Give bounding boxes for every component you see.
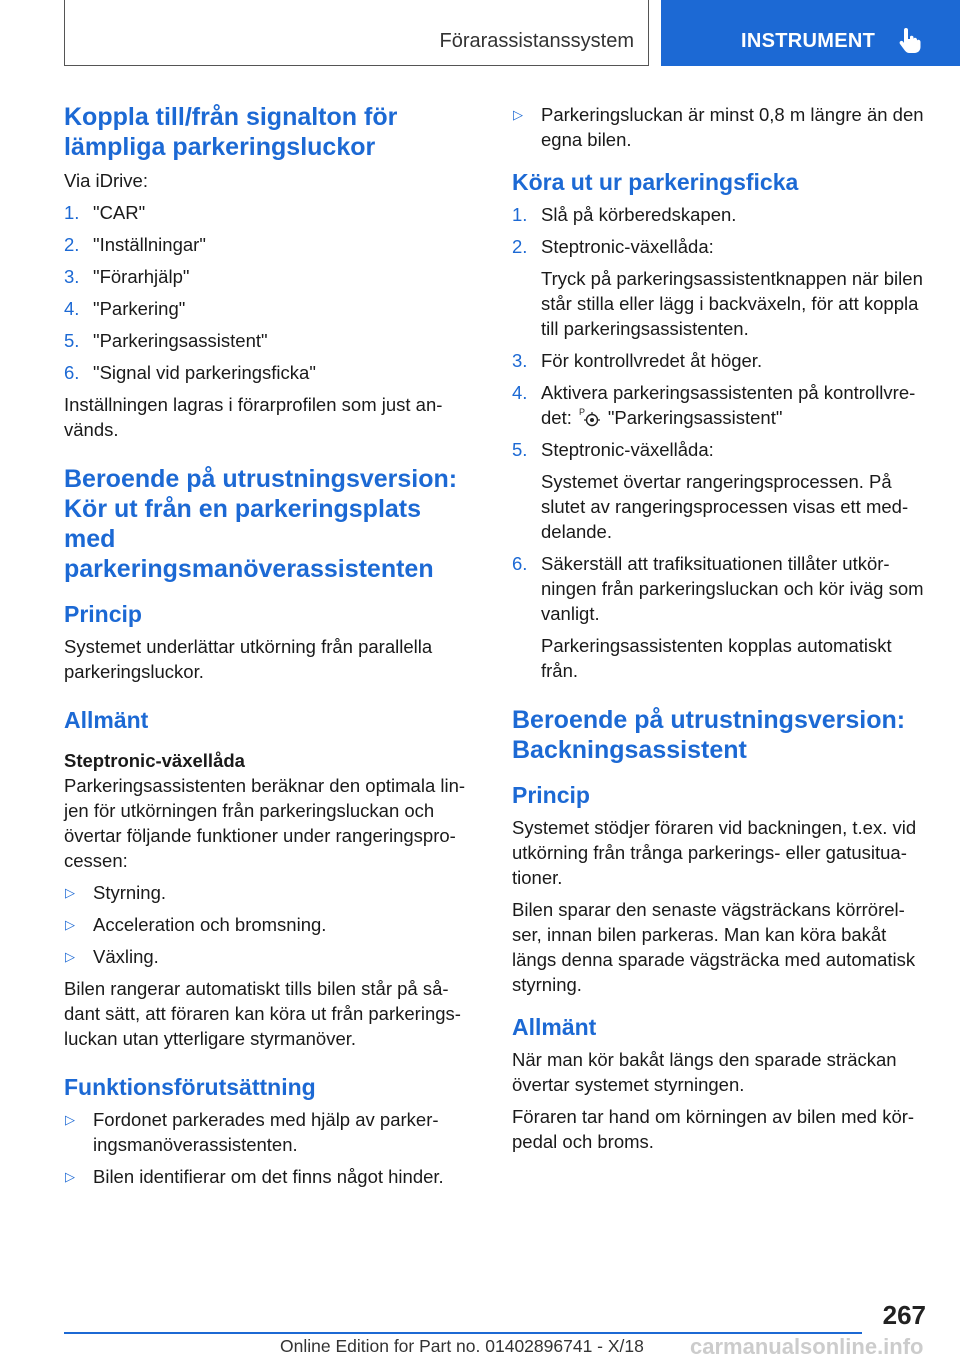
heading-allmant: Allmänt: [64, 707, 149, 733]
list-item: 6. "Signal vid parkeringsficka": [64, 362, 316, 383]
list-item: ▷ Bilen identifierar om det finns något hinder.: [65, 1166, 444, 1187]
left-column: [64, 102, 476, 1196]
heading-princip-2: Princip: [512, 782, 590, 808]
list-item: 3. "Förarhjälp": [64, 266, 190, 287]
list-item: 3. För kontrollvredet åt höger.: [512, 350, 763, 371]
list-item: 6. Säkerställ att trafiksituationen tillåter utkörningen från parkeringsluckan och kör iväg som vanligt. Parkeringsassistenten kopplas automatiskt från.: [512, 553, 924, 681]
parking-assistant-icon: [578, 406, 602, 428]
princip-text-1: Systemet stödjer föraren vid backningen, t.ex. vid utkörning från trånga parkerings- eller gatusituationer.: [512, 817, 917, 888]
heading-princip: Princip: [64, 601, 142, 627]
list-item: ▷ Växling.: [65, 946, 159, 967]
hand-pointer-icon: [897, 26, 923, 54]
heading-exit-parking: Beroende på utrustningsversion: Kör ut från en parkeringsplats med parkeringsmanöverassistenten: [64, 465, 458, 583]
menu-path-list: [64, 200, 476, 385]
allmant-text: Parkeringsassistenten beräknar den optimala linjen för utkörningen från parkeringsluckan och övertar följande funktioner under rangeringsprocessen:: [64, 775, 466, 871]
list-item: 1. Slå på körberedskapen.: [512, 204, 737, 225]
list-item: 4. Aktivera parkeringsassistenten på kontrollvredet: P "Parkeringsassistent": [512, 382, 916, 428]
heading-drive-out: Köra ut ur parkeringsficka: [512, 169, 799, 195]
allmant-text-2: Föraren tar hand om körningen av bilen med körpedal och broms.: [512, 1106, 915, 1152]
svg-text:P: P: [578, 407, 585, 417]
princip-text: Systemet underlättar utkörning från parallella parkeringsluckor.: [64, 636, 433, 682]
subheading-steptronic: Steptronic-växellåda: [64, 750, 245, 771]
list-item: 1. "CAR": [64, 202, 146, 223]
heading-signal-tone: Koppla till/från signalton för lämpliga parkeringsluckor: [64, 103, 398, 161]
header-section-tab: [64, 0, 649, 66]
princip-text-2: Bilen sparar den senaste vägsträckans körrörelser, innan bilen parkeras. Man kan köra bakåt längs denna sparade vägsträcka med automatisk styrning.: [512, 899, 916, 995]
header-chapter-title: INSTRUMENT: [741, 30, 876, 52]
list-item: ▷ Styrning.: [65, 882, 167, 903]
header-section-title: Förarassistanssystem: [439, 30, 634, 52]
page-number: 267: [882, 1300, 926, 1330]
header-chapter-tab: [661, 0, 960, 66]
list-item: 4. "Parkering": [64, 298, 186, 319]
heading-allmant-2: Allmänt: [512, 1014, 597, 1040]
list-item: ▷ Acceleration och bromsning.: [65, 914, 327, 935]
heading-reversing-assistant: Beroende på utrustningsversion: Backningsassistent: [512, 706, 906, 764]
list-item: 5. "Parkeringsassistent": [64, 330, 268, 351]
list-item: 5. Steptronic-växellåda: Systemet övertar rangeringsprocessen. På slutet av rangeringsprocessen visas ett meddelande.: [512, 439, 909, 542]
functions-list: [64, 880, 476, 969]
list-item: ▷ Parkeringsluckan är minst 0,8 m längre än den egna bilen.: [513, 104, 924, 150]
requirements-list-continued: [512, 102, 928, 152]
heading-requirements: Funktionsförutsättning: [64, 1074, 316, 1100]
allmant-text-1: När man kör bakåt längs den sparade sträckan övertar systemet styrningen.: [512, 1049, 897, 1095]
auto-maneuver-text: Bilen rangerar automatiskt tills bilen står på sådant sätt, att föraren kan köra ut från parkeringsluckan utan ytterligare styrmanöver.: [64, 978, 461, 1049]
list-item: ▷ Fordonet parkerades med hjälp av parkeringsmanöverassistenten.: [65, 1109, 439, 1155]
footer-edition: Online Edition for Part no. 01402896741 - X/18: [280, 1336, 644, 1356]
list-item: 2. "Inställningar": [64, 234, 206, 255]
watermark: carmanualsonline.info: [690, 1334, 924, 1359]
requirements-list: [64, 1107, 476, 1189]
right-column: [512, 102, 928, 1161]
settings-saved-text: Inställningen lagras i förarprofilen som just används.: [64, 394, 443, 440]
list-item: 2. Steptronic-växellåda: Tryck på parkeringsassistentknappen när bilen står stilla eller lägg i backväxeln, för att koppla till parkeringsassistenten.: [512, 236, 923, 339]
drive-out-steps: [512, 202, 928, 683]
via-idrive: Via iDrive:: [64, 170, 148, 191]
